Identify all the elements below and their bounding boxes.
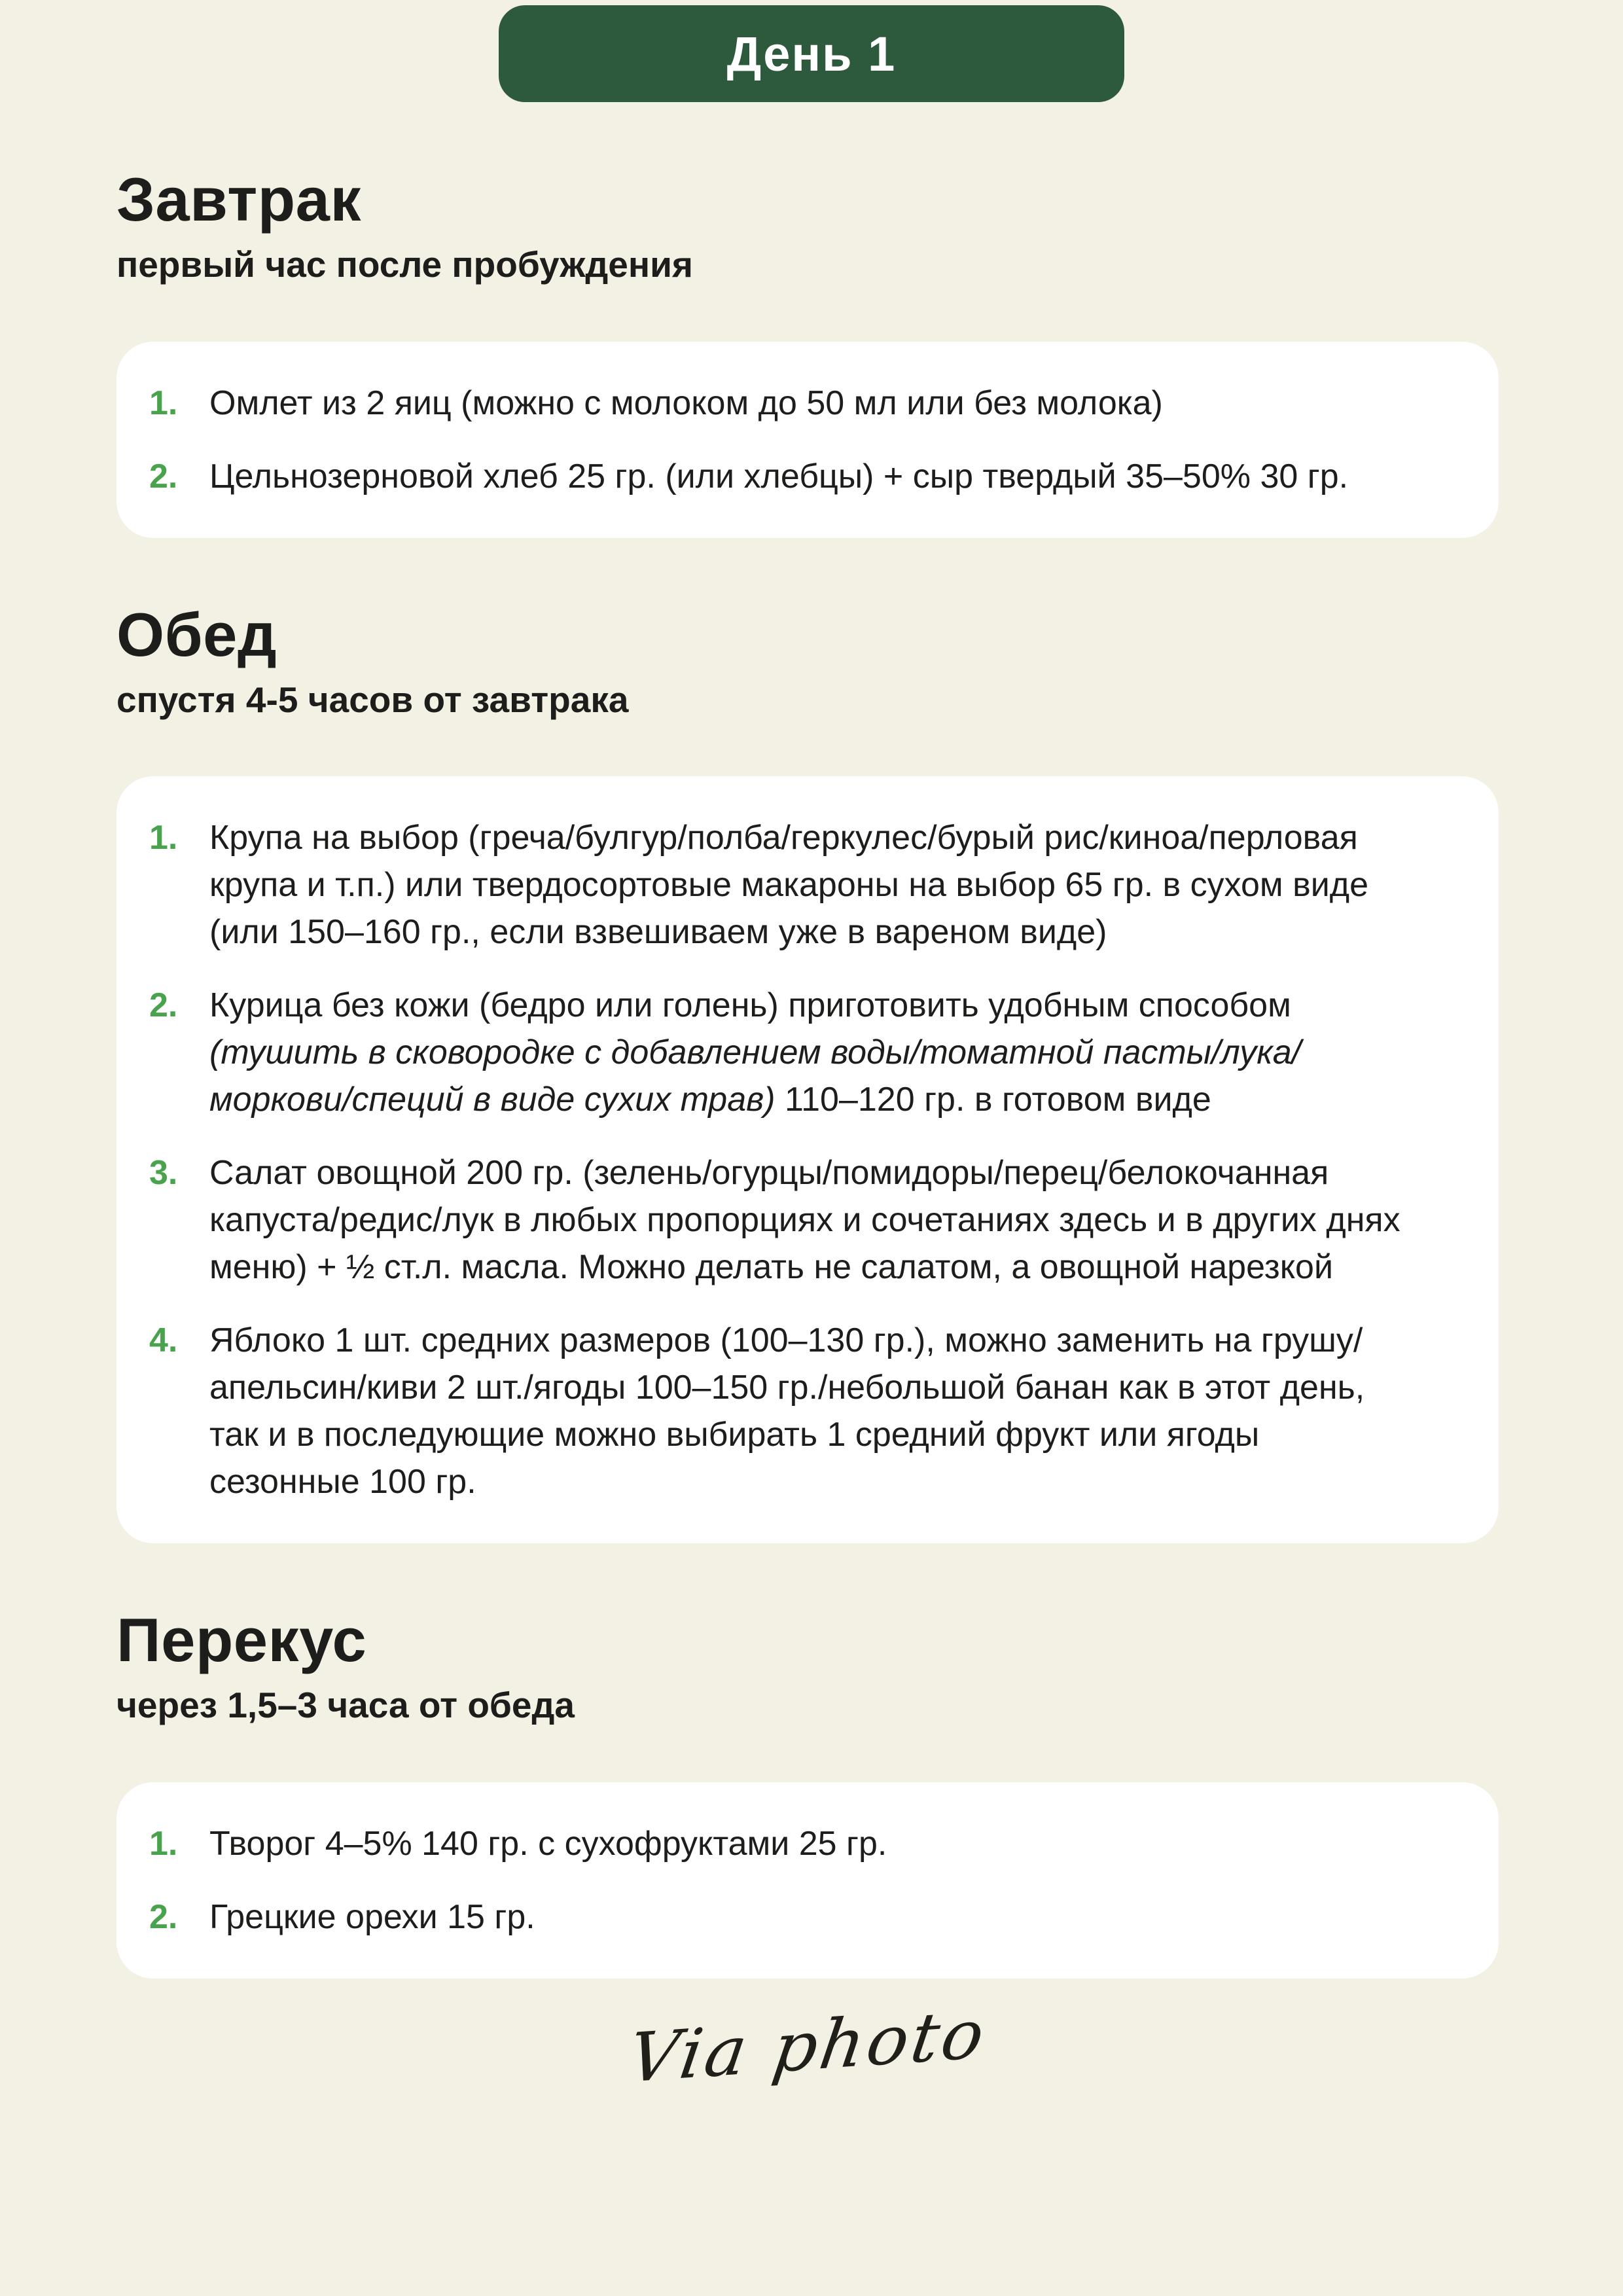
item-text-part: 110–120 гр. в готовом виде bbox=[775, 1081, 1211, 1119]
section-lunch bbox=[116, 600, 1499, 1544]
watermark-area bbox=[116, 1993, 1499, 2098]
item-number: 2. bbox=[149, 457, 178, 495]
item-number: 2. bbox=[149, 1897, 178, 1936]
lunch-title: Обед bbox=[116, 600, 277, 669]
day-badge-label: День 1 bbox=[726, 26, 897, 81]
breakfast-title: Завтрак bbox=[116, 165, 361, 234]
item-text: Яблоко 1 шт. средних размеров (100–130 гр.), можно заменить на грушу/апельсин/киви 2 шт./ягоды 100–150 гр./небольшой банан как в этот день, так и в последующие можно выбирать 1 средний фрукт или ягоды сезонные 100 гр. bbox=[209, 1321, 1365, 1501]
item-text-part: Курица без кожи (бедро или голень) приготовить удобным способом bbox=[209, 986, 1291, 1025]
section-breakfast bbox=[116, 165, 1499, 538]
item-number: 3. bbox=[149, 1154, 178, 1193]
lunch-subtitle: спустя 4-5 часов от завтрака bbox=[116, 679, 629, 720]
list-item bbox=[149, 1149, 1459, 1291]
watermark-signature: Via photo bbox=[623, 1993, 992, 2098]
list-item bbox=[149, 1317, 1459, 1505]
item-text: Омлет из 2 яиц (можно с молоком до 50 мл или без молока) bbox=[209, 384, 1163, 422]
breakfast-card bbox=[116, 342, 1499, 538]
item-text: Грецкие орехи 15 гр. bbox=[209, 1897, 535, 1936]
list-item bbox=[149, 380, 1459, 427]
item-number: 2. bbox=[149, 986, 178, 1025]
snack-title: Перекус bbox=[116, 1605, 367, 1675]
item-number: 1. bbox=[149, 384, 178, 422]
item-number: 1. bbox=[149, 819, 178, 857]
item-text-italic-part: (тушить в сковородке с добавлением воды/томатной пасты/лука/моркови/специй в виде сухих трав) bbox=[209, 1033, 1302, 1119]
list-item bbox=[149, 453, 1459, 500]
breakfast-subtitle: первый час после пробуждения bbox=[116, 244, 693, 285]
item-text: Творог 4–5% 140 гр. с сухофруктами 25 гр. bbox=[209, 1824, 887, 1863]
item-text: Салат овощной 200 гр. (зелень/огурцы/помидоры/перец/белокочанная капуста/редис/лук в любых пропорциях и сочетаниях здесь и в других днях меню) + ½ ст.л. масла. Можно делать не салатом, а овощной нарезкой bbox=[209, 1154, 1400, 1287]
lunch-card bbox=[116, 776, 1499, 1543]
item-text bbox=[209, 982, 1459, 1123]
list-item bbox=[149, 1820, 1459, 1867]
item-number: 1. bbox=[149, 1824, 178, 1863]
item-text: Крупа на выбор (греча/булгур/полба/геркулес/бурый рис/киноа/перловая крупа и т.п.) или твердосортовые макароны на выбор 65 гр. в сухом виде (или 150–160 гр., если взвешиваем уже в вареном виде) bbox=[209, 819, 1369, 952]
item-text: Цельнозерновой хлеб 25 гр. (или хлебцы) + сыр твердый 35–50% 30 гр. bbox=[209, 457, 1349, 495]
snack-card bbox=[116, 1782, 1499, 1979]
day-badge bbox=[499, 5, 1124, 102]
list-item bbox=[149, 982, 1459, 1123]
section-snack bbox=[116, 1605, 1499, 1979]
list-item bbox=[149, 1893, 1459, 1941]
snack-subtitle: через 1,5–3 часа от обеда bbox=[116, 1685, 575, 1726]
list-item bbox=[149, 814, 1459, 956]
item-number: 4. bbox=[149, 1321, 178, 1360]
